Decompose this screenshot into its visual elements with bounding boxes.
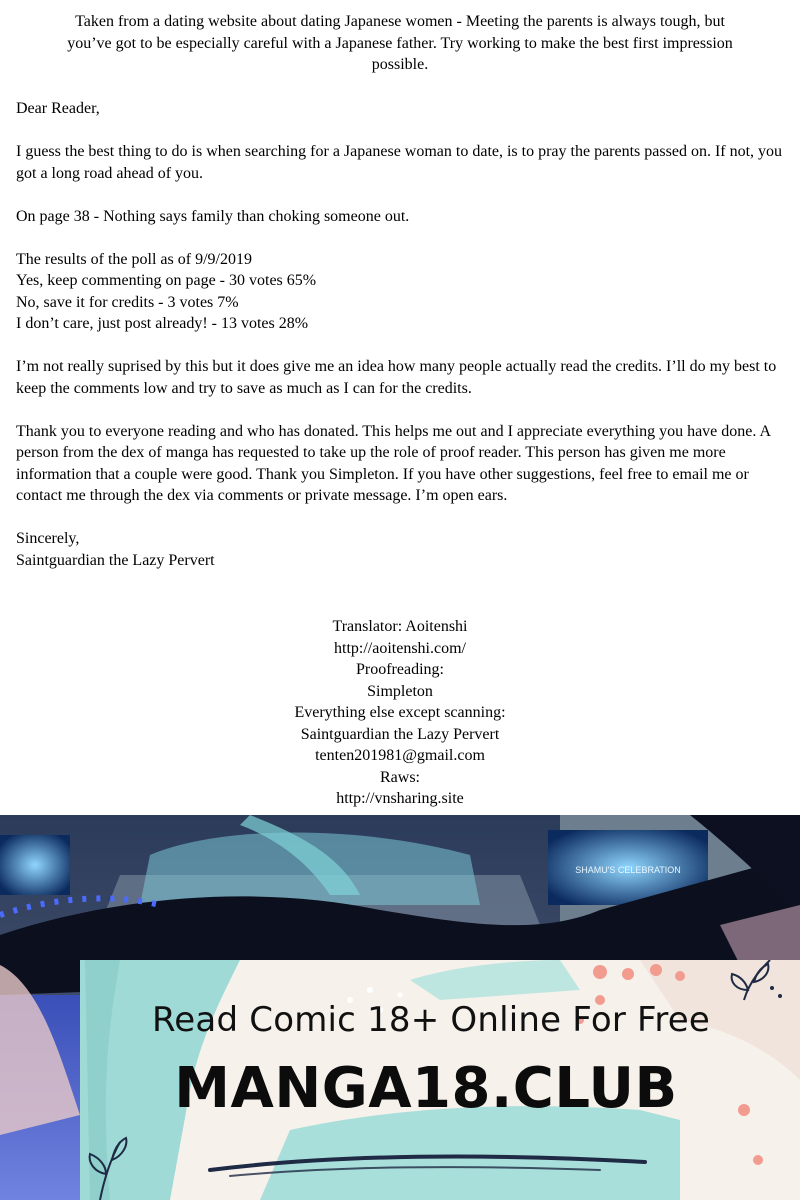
credit-translator: Translator: Aoitenshi [332,618,468,635]
credit-editor: Saintguardian the Lazy Pervert [300,725,500,743]
credit-proofreading-label: Proofreading: [356,661,444,678]
poll-option: Yes, keep commenting on page - 30 votes 65% [16,272,317,289]
letter-closing: Sincerely, [16,530,80,547]
letter-signature: Saintguardian the Lazy Pervert [16,551,215,569]
intro-line: possible. [371,56,429,73]
credit-email-link[interactable]: tenten201981@gmail.com [315,747,485,764]
svg-text:SHAMU'S CELEBRATION: SHAMU'S CELEBRATION [575,865,681,875]
letter-greeting: Dear Reader, [16,100,100,117]
credit-other-label: Everything else except scanning: [294,704,506,721]
intro-paragraph [14,11,786,76]
poll-option: I don’t care, just post already! - 13 votes 28% [16,315,309,332]
screen-label [575,865,681,875]
credit-raws-link[interactable]: http://vnsharing.site [336,790,464,807]
credits-block [200,616,600,810]
poll-option: No, save it for credits - 3 votes 7% [16,293,239,311]
intro-line: you’ve got to be especially careful with a Japanese father. Try working to make the best first impression [67,34,733,52]
letter-body [16,98,788,571]
letter-paragraph: I’m not really suprised by this but it does give me an idea how many people actually read the credits. I’ll do my best to keep the comments low and try to save as much as I can for the credits. [16,358,777,397]
banner-tagline: Read Comic 18+ Online For Free [152,1000,710,1040]
credit-proofreader: Simpleton [367,682,433,700]
banner-brand-logo[interactable]: MANGA18.CLUB [174,1056,678,1121]
intro-line: Taken from a dating website about dating Japanese women - Meeting the parents is always tough, but [75,13,725,30]
credit-translator-link[interactable]: http://aoitenshi.com/ [334,639,466,657]
letter-paragraph: On page 38 - Nothing says family than choking someone out. [16,207,410,225]
credit-raws-label: Raws: [380,768,420,786]
letter-paragraph: Thank you to everyone reading and who has donated. This helps me out and I appreciate everything you have done. A person from the dex of manga has requested to take up the role of proof reader. This person has given me more information that a couple were good. Thank you Simpleton. If you have other suggestions, feel free to email me or contact me through the dex via comments or private message. I’m open ears. [16,422,771,504]
letter-paragraph: I guess the best thing to do is when searching for a Japanese woman to date, is to pray the parents passed on. If not, you got a long road ahead of you. [16,143,783,182]
poll-title: The results of the poll as of 9/9/2019 [16,250,252,268]
